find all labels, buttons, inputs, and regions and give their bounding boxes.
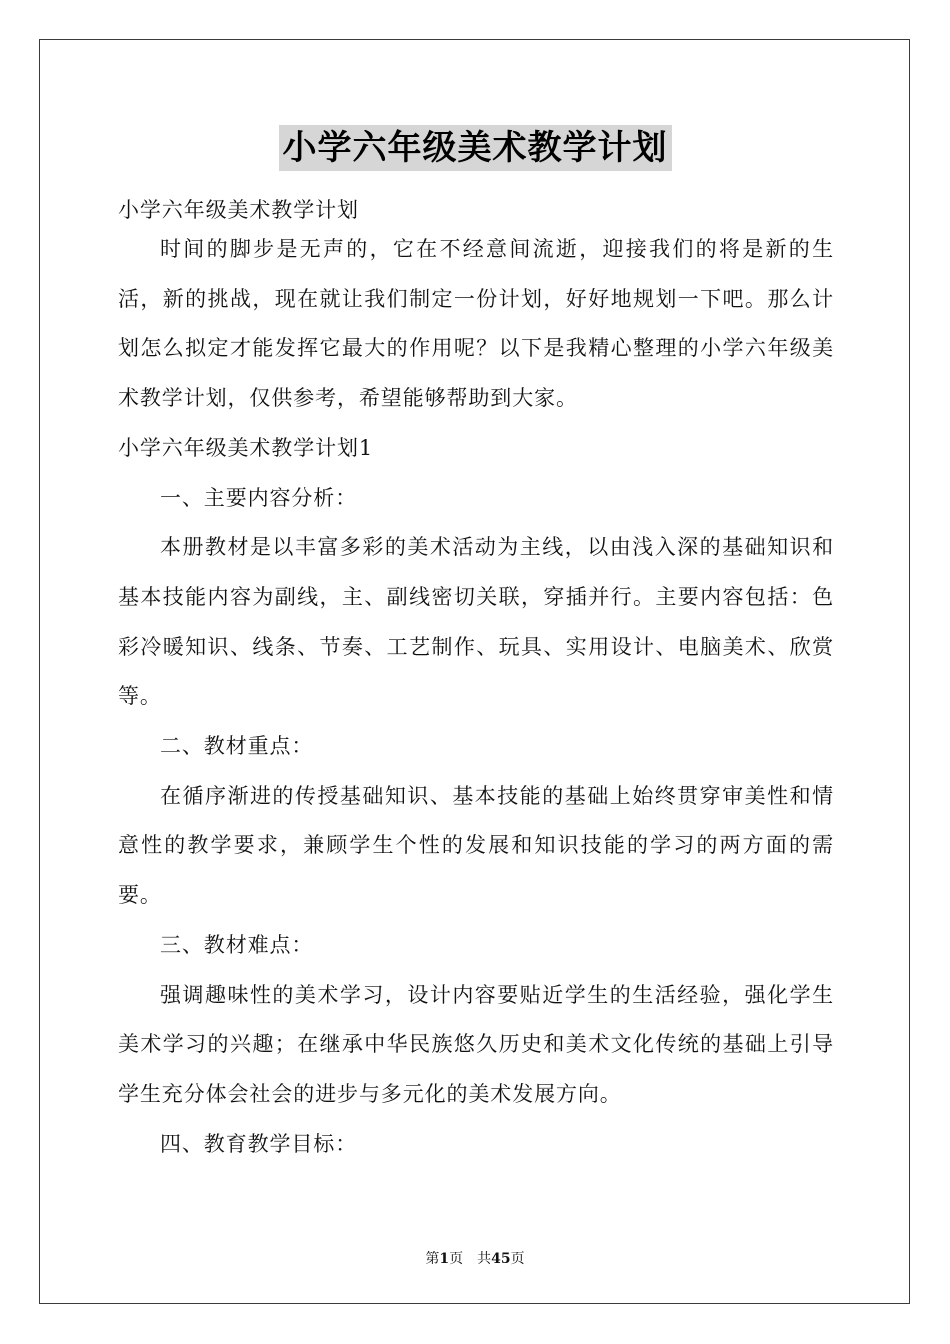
page-unit: 页 (449, 1251, 464, 1267)
section-title: 小学六年级美术教学计划1 (118, 435, 374, 460)
section-paragraph: 强调趣味性的美术学习，设计内容要贴近学生的生活经验，强化学生美术学习的兴趣；在继承中华民族悠久历史和美术文化传统的基础上引导学生充分体会社会的进步与多元化的美术发展方向。 (118, 982, 834, 1106)
document-title: 小学六年级美术教学计划 (279, 125, 672, 171)
section-paragraph: 在循序渐进的传授基础知识、基本技能的基础上始终贯穿审美性和情意性的教学要求，兼顾学生个性的发展和知识技能的学习的两方面的需要。 (118, 783, 834, 908)
section-heading: 二、教材重点： (160, 734, 314, 759)
section-heading: 三、教材难点： (160, 932, 314, 957)
section-heading: 四、教育教学目标： (160, 1131, 358, 1156)
total-prefix: 共 (477, 1251, 492, 1267)
page-footer (0, 1248, 950, 1268)
intro-paragraph: 时间的脚步是无声的，它在不经意间流逝，迎接我们的将是新的生活，新的挑战，现在就让我们制定一份计划，好好地规划一下吧。那么计划怎么拟定才能发挥它最大的作用呢？以下是我精心整理的小学六年级美术教学计划，仅供参考，希望能够帮助到大家。 (118, 237, 834, 411)
total-unit: 页 (510, 1251, 525, 1267)
page-current: 1 (439, 1251, 450, 1267)
title-container (0, 125, 950, 171)
subtitle-text: 小学六年级美术教学计划 (118, 198, 359, 222)
page-total: 45 (491, 1251, 511, 1267)
section-heading: 一、主要内容分析： (160, 485, 358, 510)
page-prefix: 第 (425, 1251, 440, 1267)
section-paragraph: 本册教材是以丰富多彩的美术活动为主线，以由浅入深的基础知识和基本技能内容为副线，主、副线密切关联，穿插并行。主要内容包括：色彩冷暖知识、线条、节奏、工艺制作、玩具、实用设计、电脑美术、欣赏等。 (118, 535, 834, 709)
document-body (118, 225, 834, 1169)
